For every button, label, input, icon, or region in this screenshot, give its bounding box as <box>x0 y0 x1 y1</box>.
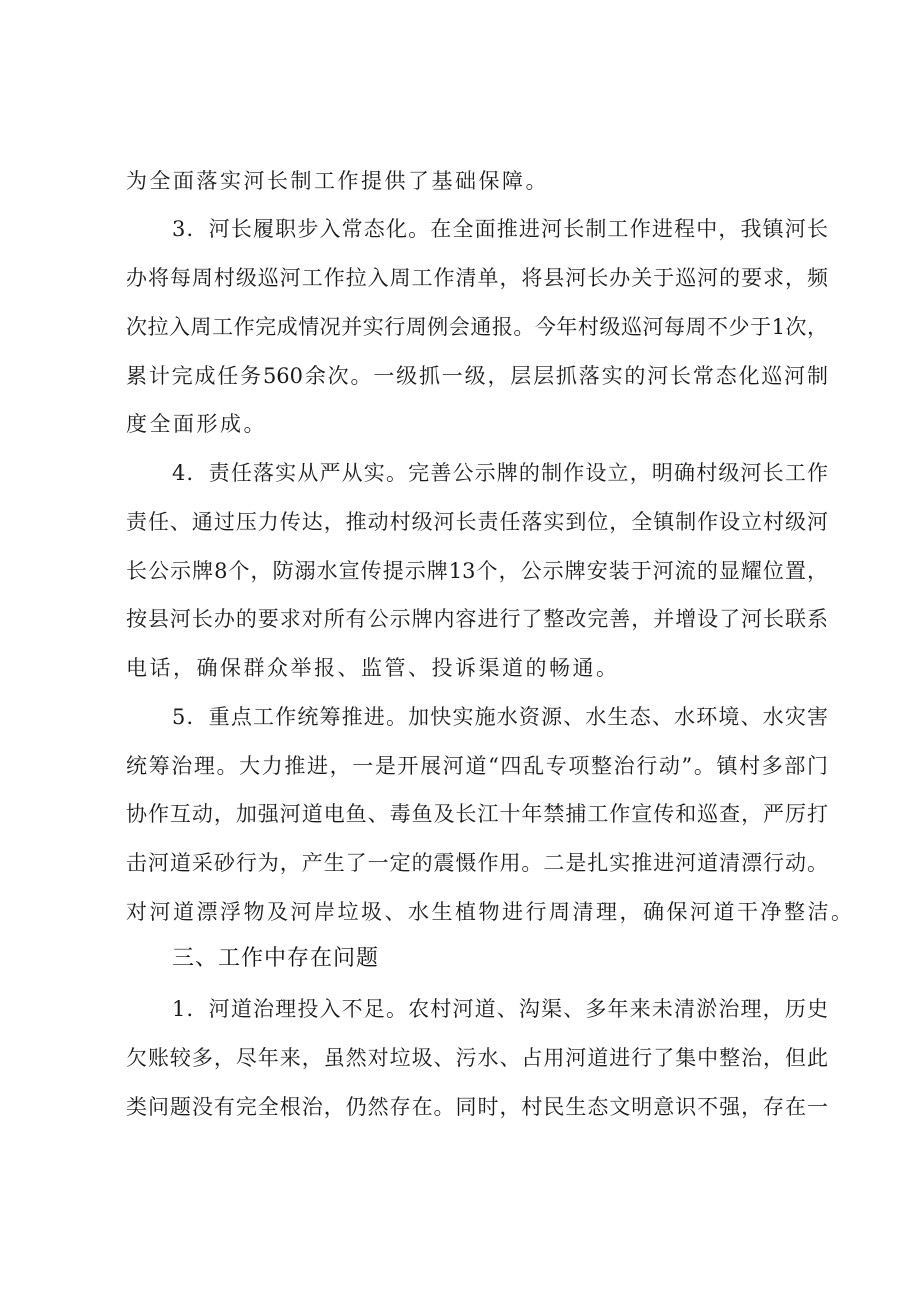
paragraph-line: 类问题没有完全根治，仍然存在。同时，村民生态文明意识不强，存在一 <box>126 1095 828 1119</box>
section-heading: 三、工作中存在问题 <box>172 946 380 971</box>
paragraph-line: 3．河长履职步入常态化。在全面推进河长制工作进程中，我镇河长 <box>172 217 828 241</box>
paragraph-line: 4．责任落实从严从实。完善公示牌的制作设立，明确村级河长工作 <box>172 461 828 485</box>
paragraph-line: 电话，确保群众举报、监管、投诉渠道的畅通。 <box>126 656 620 680</box>
paragraph-line: 1．河道治理投入不足。农村河道、沟渠、多年来未清淤治理，历史 <box>172 997 828 1021</box>
paragraph-line: 累计完成任务560余次。一级抓一级，层层抓落实的河长常态化巡河制 <box>126 364 828 388</box>
paragraph-line: 欠账较多，尽年来，虽然对垃圾、污水、占用河道进行了集中整治，但此 <box>126 1046 828 1070</box>
paragraph-line: 度全面形成。 <box>126 412 267 436</box>
paragraph-line: 办将每周村级巡河工作拉入周工作清单，将县河长办关于巡河的要求，频 <box>126 266 828 290</box>
paragraph-line: 协作互动，加强河道电鱼、毒鱼及长江十年禁捕工作宣传和巡查，严厉打 <box>126 802 828 826</box>
paragraph-line: 对河道漂浮物及河岸垃圾、水生植物进行周清理，确保河道干净整洁。 <box>126 900 855 924</box>
paragraph-line: 长公示牌8个，防溺水宣传提示牌13个，公示牌安装于河流的显耀位置， <box>126 559 828 583</box>
paragraph-line: 责任、通过压力传达，推动村级河长责任落实到位，全镇制作设立村级河 <box>126 510 828 534</box>
paragraph-line: 为全面落实河长制工作提供了基础保障。 <box>126 169 549 193</box>
paragraph-line: 击河道采砂行为，产生了一定的震慑作用。二是扎实推进河道清漂行动。 <box>126 851 828 875</box>
paragraph-line: 5．重点工作统筹推进。加快实施水资源、水生态、水环境、水灾害 <box>172 705 828 729</box>
paragraph-line: 按县河长办的要求对所有公示牌内容进行了整改完善，并增设了河长联系 <box>126 607 828 631</box>
paragraph-line: 统筹治理。大力推进，一是开展河道“四乱专项整治行动”。镇村多部门 <box>126 754 828 778</box>
paragraph-line: 次拉入周工作完成情况并实行周例会通报。今年村级巡河每周不少于1次， <box>126 315 828 339</box>
